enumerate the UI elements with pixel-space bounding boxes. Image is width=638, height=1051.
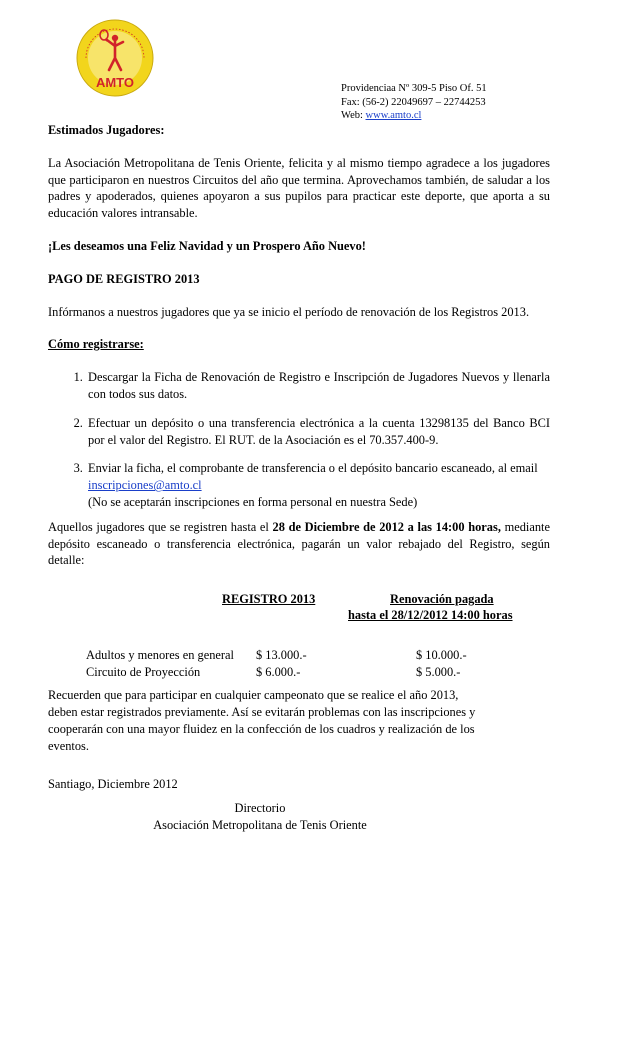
web-label: Web: xyxy=(341,110,366,121)
place-date: Santiago, Diciembre 2012 xyxy=(48,777,178,792)
deadline-post: mediante depósito escaneado o transferencia electrónica, pagarán un valor rebajado del Registro, según detalle: xyxy=(48,519,551,568)
contact-block xyxy=(341,82,487,123)
row-2-discounted: $ 5.000.- xyxy=(416,665,461,680)
holiday-wish: ¡Les deseamos una Feliz Navidad y un Prospero Año Nuevo! xyxy=(48,238,366,253)
signature-line-1: Directorio xyxy=(234,801,286,815)
reminder-paragraph: Recuerden que para participar en cualquier campeonato que se realice el año 2013, deben estar registrados previamente. Así se evitarán problemas con las inscripciones y cooperarán con una mayor fluidez en la confección de los cuadros y realización de los eventos. xyxy=(48,688,476,753)
step-1: 1. Descargar la Ficha de Renovación de Registro e Inscripción de Jugadores Nuevos y llenarla con todos sus datos. xyxy=(86,369,550,403)
intro-paragraph: La Asociación Metropolitana de Tenis Oriente, felicita y al mismo tiempo agradece a los jugadores que participaron en nuestros Circuitos del año que termina. Aprovechamos también, de saludar a los padres y apoderados, quienes apoyaron a sus pupilos para practicar este deporte, que aporta a su educación valores intransable. xyxy=(48,155,550,221)
col-header-renovacion: Renovación pagada xyxy=(390,592,494,607)
step-3 xyxy=(86,460,550,510)
price-rows xyxy=(86,647,550,687)
logo-text: AMTO xyxy=(95,75,135,90)
email-link[interactable]: inscripciones@amto.cl xyxy=(88,478,202,493)
web-link[interactable]: www.amto.cl xyxy=(365,110,422,121)
section-title: PAGO DE REGISTRO 2013 xyxy=(48,271,200,286)
step-2: 2. Efectuar un depósito o una transferencia electrónica a la cuenta 13298135 del Banco BCI por el valor del Registro. El RUT. de la Asociación es el 70.357.400-9. xyxy=(86,415,550,449)
row-1-label: Adultos y menores en general xyxy=(86,648,234,663)
deadline-pre: Aquellos jugadores que se registren hasta el xyxy=(48,519,273,534)
col-header-registro: REGISTRO 2013 xyxy=(222,592,316,607)
row-2-label: Circuito de Proyección xyxy=(86,665,201,680)
deadline-paragraph xyxy=(48,519,550,569)
row-2-regular: $ 6.000.- xyxy=(256,665,301,680)
howto-title: Cómo registrarse: xyxy=(48,337,144,352)
row-1-regular: $ 13.000.- xyxy=(256,648,307,663)
step-3-text: Enviar la ficha, el comprobante de transferencia o el depósito bancario escaneado, al email xyxy=(88,461,538,476)
price-table xyxy=(48,591,550,647)
steps-list xyxy=(48,369,550,511)
signature-block xyxy=(140,800,380,834)
col-header-deadline: hasta el 28/12/2012 14:00 horas xyxy=(348,608,513,623)
signature-line-2: Asociación Metropolitana de Tenis Oriente xyxy=(153,817,367,832)
address-line: Providenciaa Nº 309-5 Piso Of. 51 xyxy=(341,83,487,94)
greeting: Estimados Jugadores: xyxy=(48,123,165,137)
letter-body xyxy=(48,122,550,809)
row-1-discounted: $ 10.000.- xyxy=(416,648,467,663)
deadline-date: 28 de Diciembre de 2012 a las 14:00 horas, xyxy=(272,519,501,534)
step-3-note: (No se aceptarán inscripciones en forma personal en nuestra Sede) xyxy=(88,494,418,509)
info-paragraph: Infórmanos a nuestros jugadores que ya se inicio el período de renovación de los Registros 2013. xyxy=(48,304,530,319)
web-line xyxy=(341,109,487,123)
fax-line: Fax: (56-2) 22049697 – 22744253 xyxy=(341,96,486,108)
amto-logo xyxy=(72,18,158,104)
